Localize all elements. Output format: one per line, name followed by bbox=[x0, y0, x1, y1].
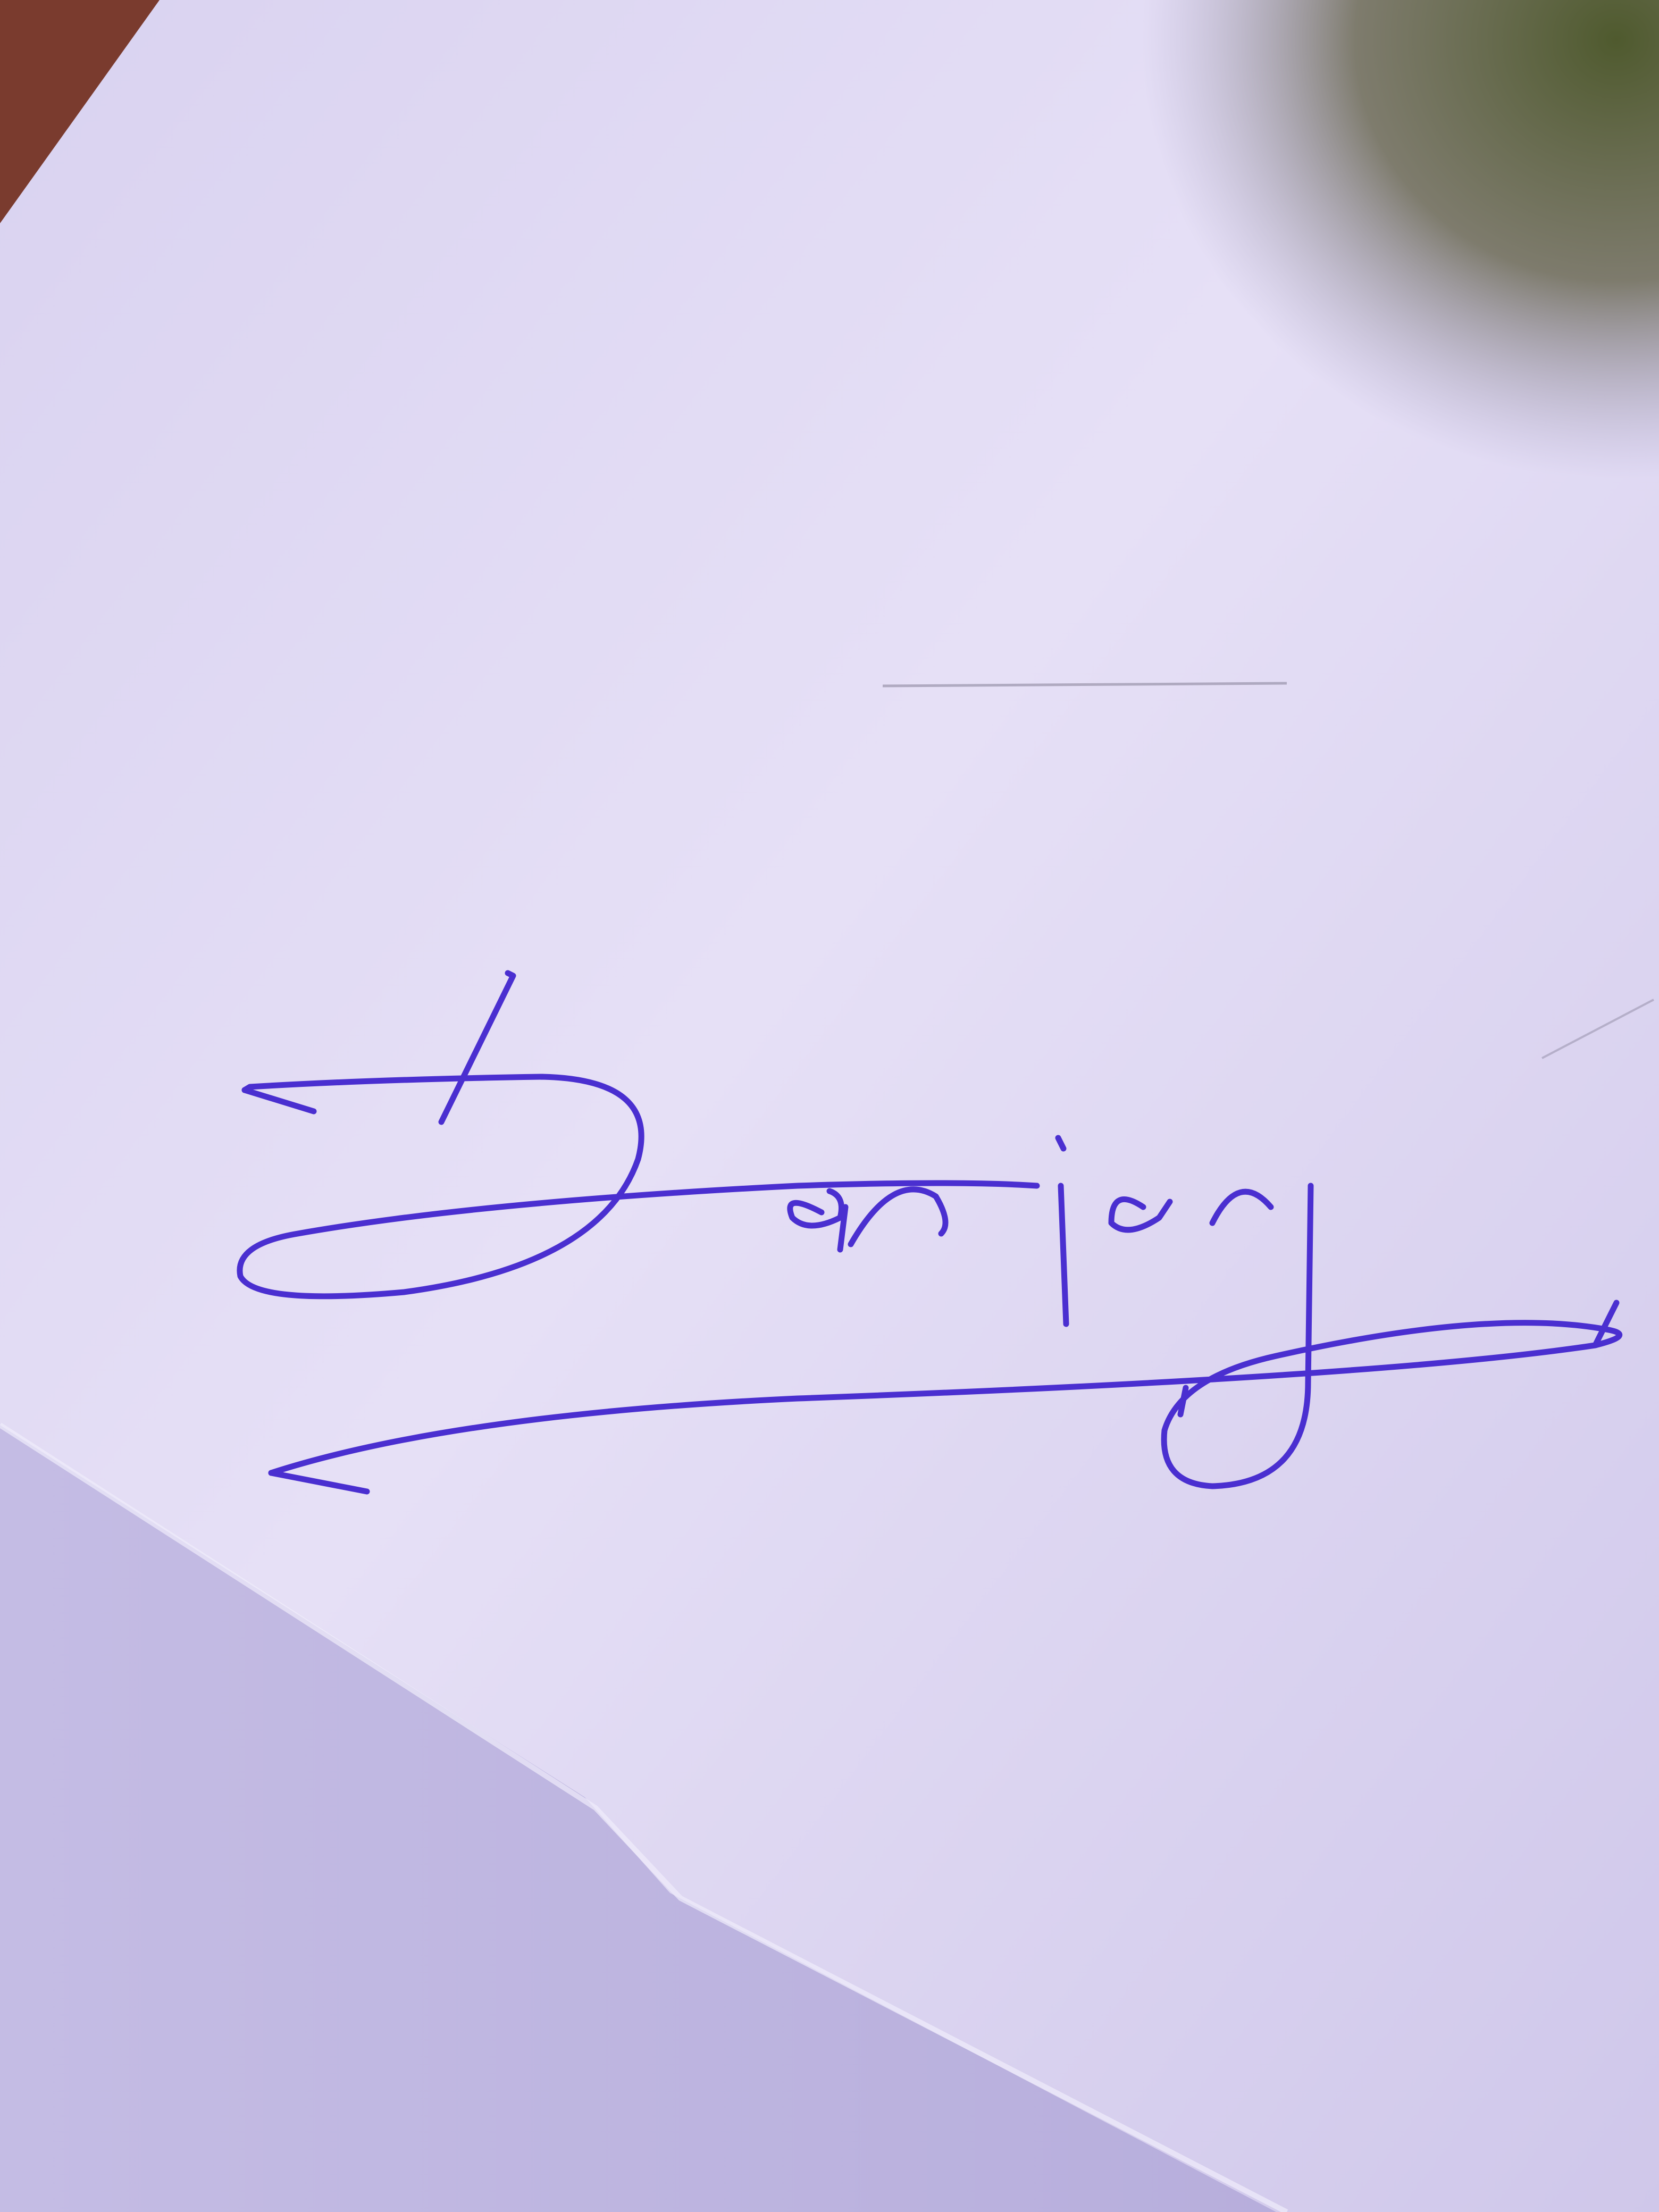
corner-shadow bbox=[798, 0, 1659, 798]
